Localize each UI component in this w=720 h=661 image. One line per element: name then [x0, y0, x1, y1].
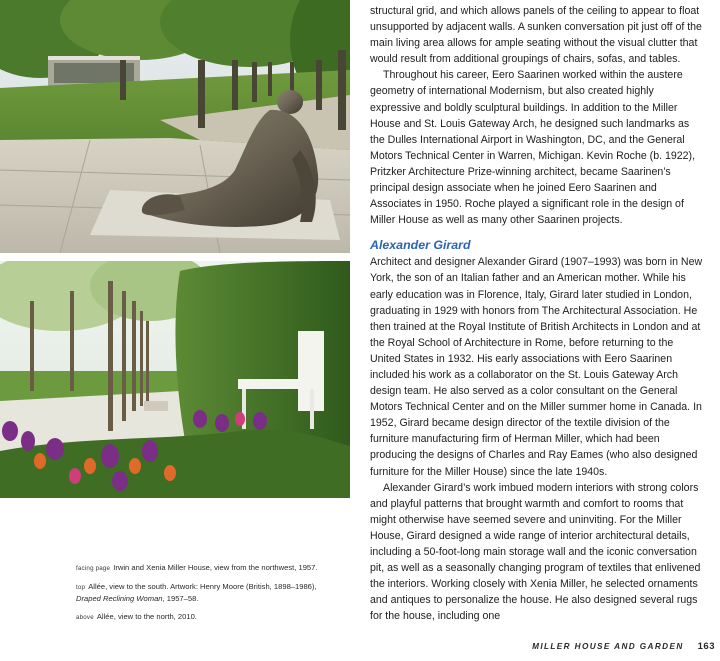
- caption-artwork-title: Draped Reclining Woman: [76, 594, 163, 603]
- body-text-column: [370, 3, 704, 624]
- caption-text: Irwin and Xenia Miller House, view from the northwest, 1957.: [113, 563, 318, 572]
- caption-label: above: [76, 614, 94, 621]
- paragraph-saarinen-career: Throughout his career, Eero Saarinen worked within the austere geometry of international Modernism, but also created highly expressive and boldly sculptural buildings. In addition to the Miller House and St. Louis Gateway Arch, he designed such landmarks as the Dulles International Airport in Washington, DC, and the General Motors Technical Center in Warren, Michigan. Kevin Roche (b. 1922), Pritzker Architecture Prize-winning architect, became Saarinen’s principal design associate when he joined Eero Saarinen and Associates in 1950. Roche played a significant role in the design of Miller House as well as many other Saarinen projects.: [370, 69, 696, 227]
- page-number: 163: [697, 641, 715, 652]
- caption-text-after: , 1957–58.: [162, 594, 199, 603]
- photo-allee-south-sculpture: [0, 0, 350, 253]
- photo-captions: [76, 562, 338, 630]
- paragraph-structural-grid: structural grid, and which allows panels of the ceiling to appear to float unsupported by adjacent walls. A sunken conversation pit just off of the main living area allows for ample seating without the visual clutter that would result from additional groupings of chairs, sofas, and tables.: [370, 5, 702, 66]
- caption-label: facing page: [76, 565, 111, 572]
- caption-text: Allée, view to the north, 2010.: [96, 612, 197, 621]
- paragraph-girard-work: Alexander Girard’s work imbued modern interiors with strong colors and playful patterns that brought warmth and comfort to rooms that might otherwise have seemed severe and uninviting. For the Miller House, Girard designed a wide range of interior architectural details, including a 50-foot-long main storage wall and the iconic conversation pit, as well as a seasonally changing program of textiles that enlivened the interiors. Working closely with Xenia Miller, he selected ornaments and antiques to personalize the house. He also designed several rugs for the house, including one: [370, 481, 701, 623]
- running-title: MILLER HOUSE AND GARDEN: [532, 642, 684, 651]
- caption-label: top: [76, 584, 86, 591]
- photo-allee-north-image: [0, 261, 350, 498]
- photo-allee-north-tulips: [0, 261, 350, 498]
- paragraph-girard-biography: Architect and designer Alexander Girard (1907–1993) was born in New York, the son of an Italian father and an American mother. While his early education was in Florence, Italy, Girard later studied in London, graduating in 1929 with honors from The Architectural Association. He then trained at the Royal Institute of British Architects in London and at the Royal School of Architecture in Rome, before returning to the United States in 1932. His early associations with Eero Saarinen included his work as a collaborator on the St. Louis Gateway Arch design team. He also served as a color consultant on the General Motors Technical Center and on the Miller summer home in Canada. In 1952, Girard became design director of the textile division of the furniture manufacturing firm of Herman Miller, which had been producing the designs of Charles and Ray Eames (who also designed furniture for the Miller House) since the late 1940s.: [370, 256, 703, 478]
- caption-above: [76, 611, 338, 623]
- section-heading-girard: Alexander Girard: [370, 238, 471, 253]
- caption-facing-page: [76, 562, 338, 574]
- caption-top: [76, 581, 338, 604]
- caption-text: Allée, view to the south. Artwork: Henry Moore (British, 1898–1986),: [88, 582, 317, 591]
- page-footer: [525, 641, 715, 655]
- photo-allee-south-image: [0, 0, 350, 253]
